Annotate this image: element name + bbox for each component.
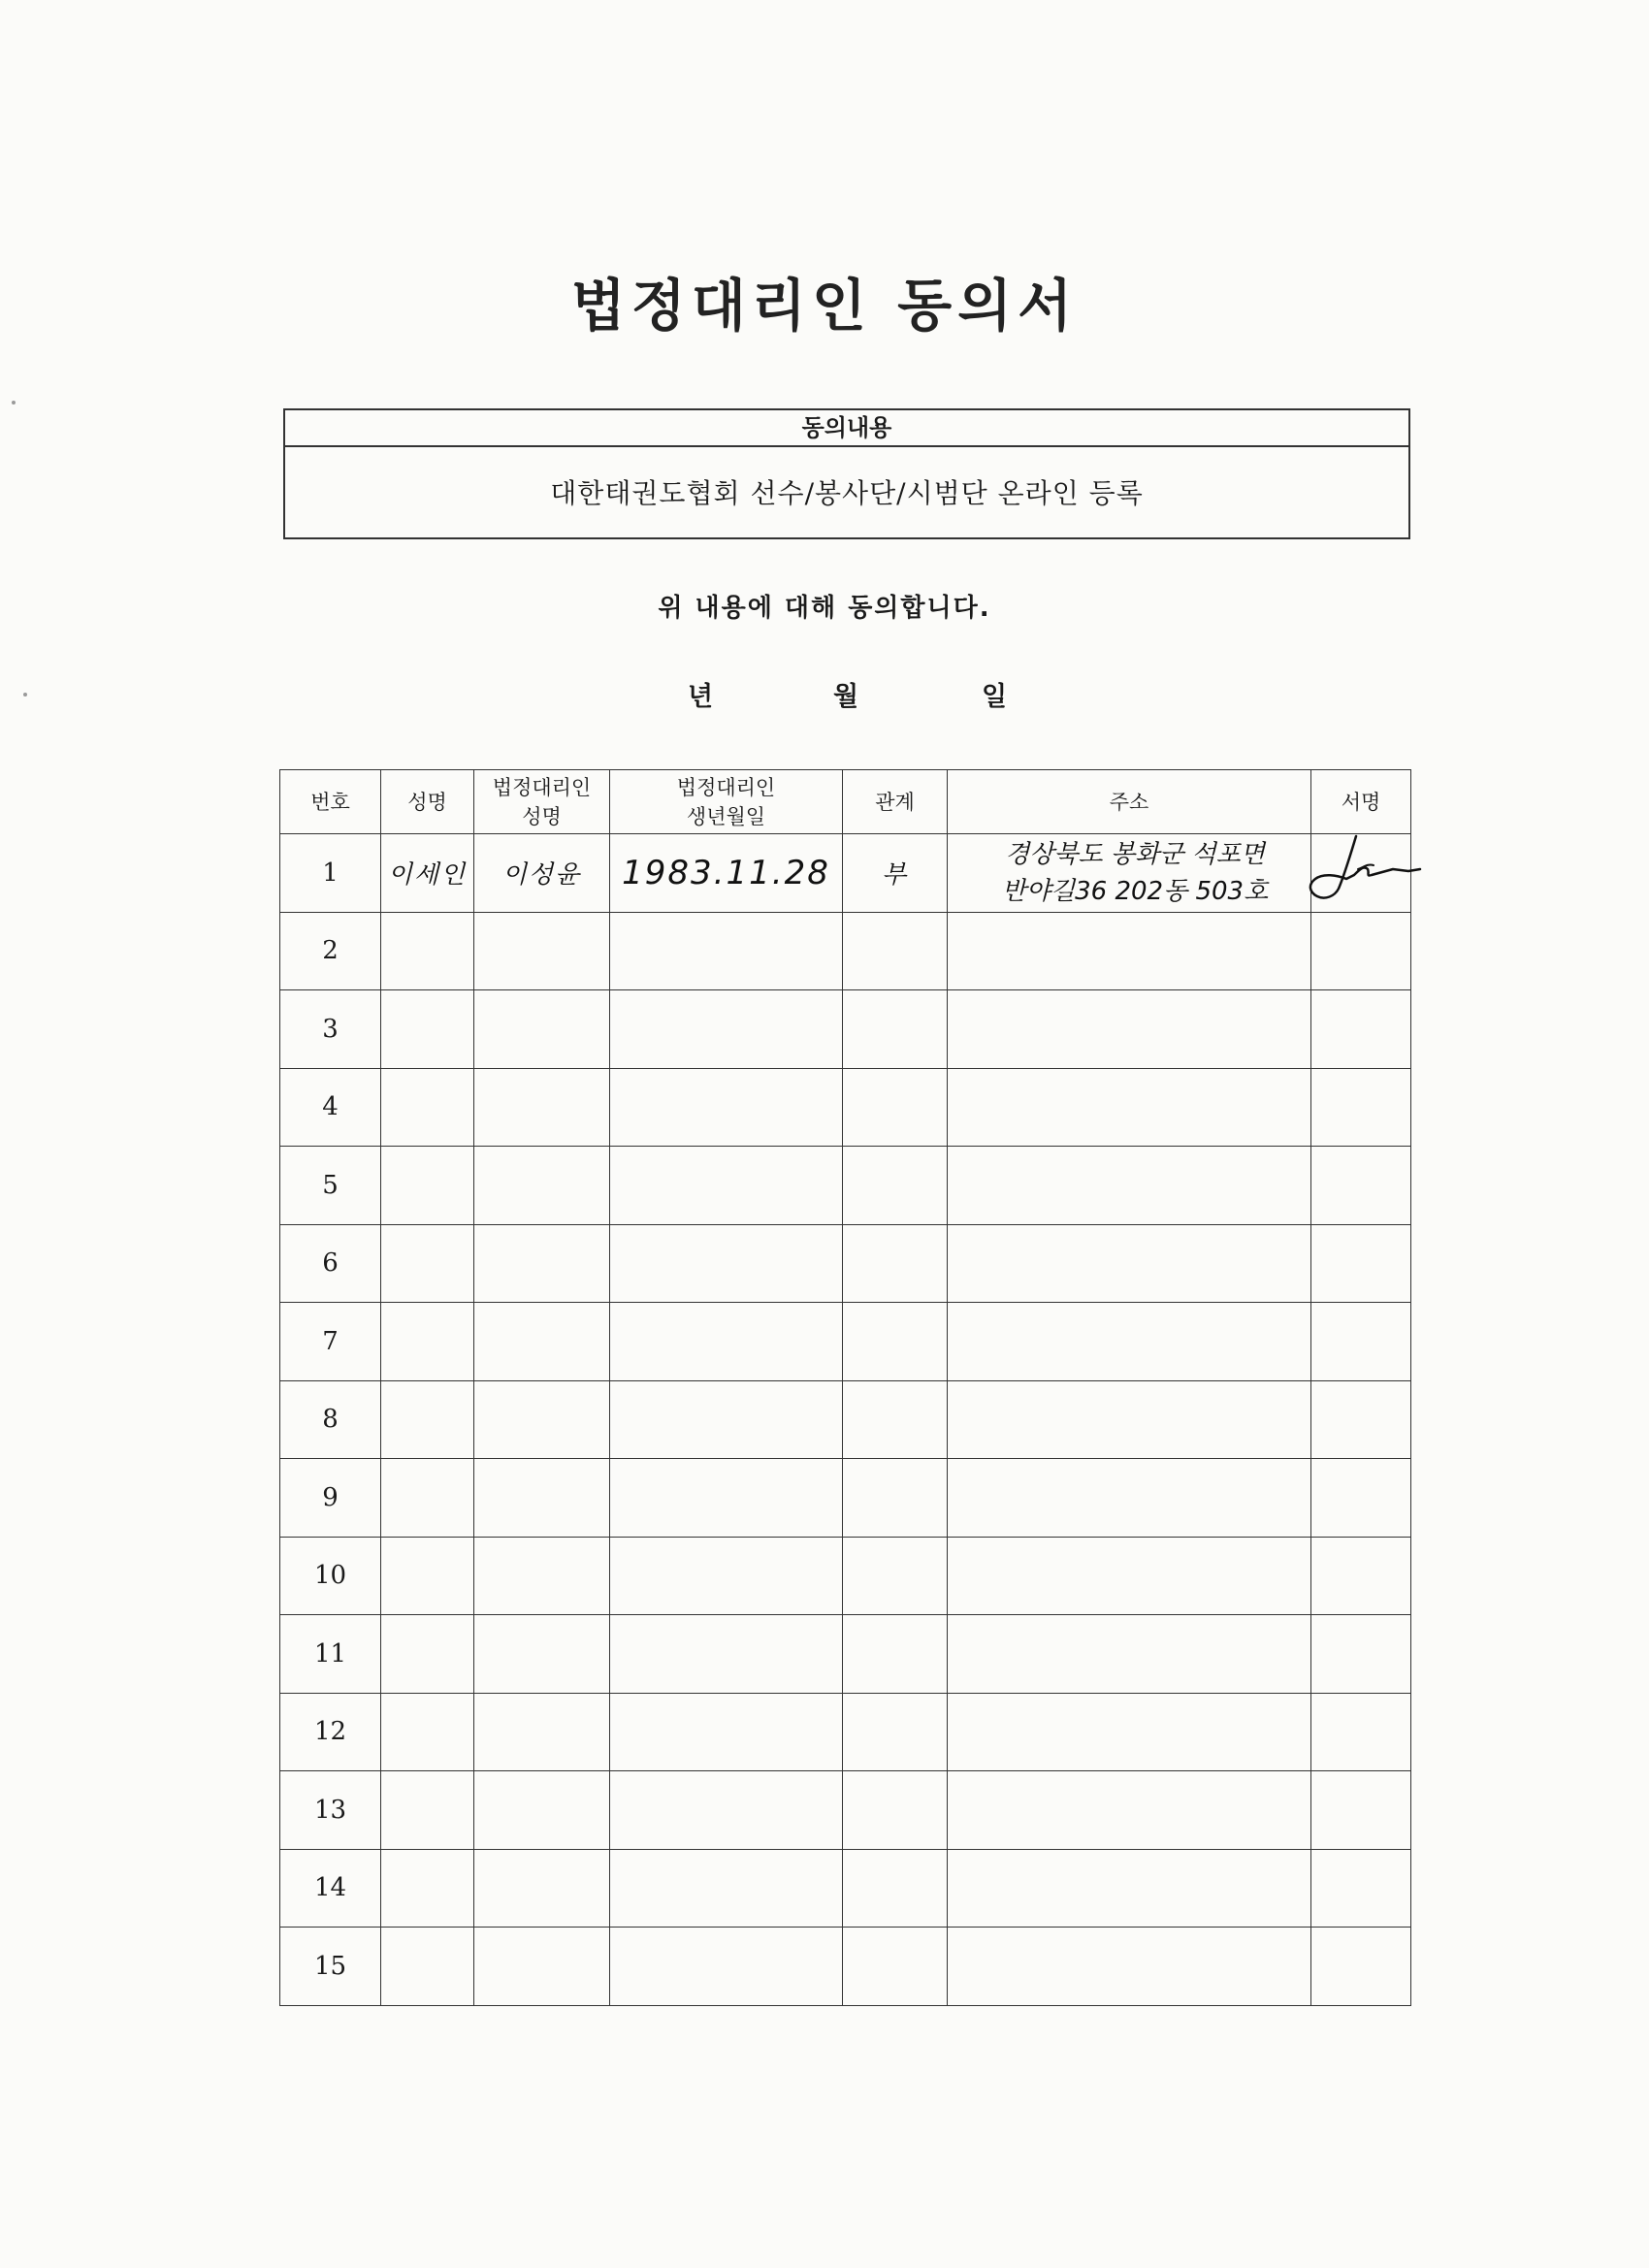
cell-name — [381, 1303, 474, 1381]
cell-signature — [1311, 912, 1411, 990]
cell-name — [381, 1459, 474, 1538]
cell-no: 4 — [280, 1068, 381, 1147]
handwritten-signature — [1300, 826, 1426, 914]
cell-no: 9 — [280, 1459, 381, 1538]
header-relation: 관계 — [843, 770, 948, 834]
cell-relation — [843, 1771, 948, 1850]
table-row — [280, 1615, 1411, 1694]
cell-guardian-name — [474, 990, 610, 1069]
cell-no: 6 — [280, 1224, 381, 1303]
cell-guardian-birth — [610, 912, 843, 990]
table-header-row — [280, 770, 1411, 834]
cell-name — [381, 1928, 474, 2006]
cell-name — [381, 1537, 474, 1615]
cell-guardian-name — [474, 1147, 610, 1225]
header-signature: 서명 — [1311, 770, 1411, 834]
cell-relation — [843, 1537, 948, 1615]
cell-address — [948, 1303, 1311, 1381]
cell-relation — [843, 912, 948, 990]
cell-guardian-name — [474, 1224, 610, 1303]
cell-guardian-birth — [610, 1693, 843, 1771]
header-name: 성명 — [381, 770, 474, 834]
table-row — [280, 1380, 1411, 1459]
cell-signature — [1311, 1380, 1411, 1459]
table-row — [280, 1224, 1411, 1303]
document-title: 법정대리인 동의서 — [570, 273, 1079, 339]
cell-guardian-birth — [610, 1380, 843, 1459]
table-row — [280, 1459, 1411, 1538]
cell-relation: 부 — [843, 834, 948, 913]
cell-guardian-birth — [610, 990, 843, 1069]
cell-signature — [1311, 1068, 1411, 1147]
header-guardian-name-line1: 법정대리인 — [492, 775, 592, 799]
cell-no: 2 — [280, 912, 381, 990]
cell-name — [381, 990, 474, 1069]
table-row — [280, 990, 1411, 1069]
cell-name — [381, 912, 474, 990]
header-guardian-birth — [610, 770, 843, 834]
cell-address — [948, 1147, 1311, 1225]
cell-relation — [843, 1303, 948, 1381]
cell-guardian-birth — [610, 1459, 843, 1538]
cell-address — [948, 834, 1311, 913]
cell-signature — [1311, 1224, 1411, 1303]
date-day-label: 일 — [982, 682, 1008, 712]
cell-signature — [1311, 1615, 1411, 1694]
date-year-label: 년 — [688, 682, 714, 712]
table-row — [280, 1849, 1411, 1928]
cell-address — [948, 1224, 1311, 1303]
cell-relation — [843, 1068, 948, 1147]
date-month-label: 월 — [833, 682, 859, 712]
cell-address — [948, 1771, 1311, 1850]
cell-name: 이세인 — [381, 834, 474, 913]
cell-relation — [843, 1380, 948, 1459]
cell-relation — [843, 1147, 948, 1225]
header-guardian-birth-line2: 생년월일 — [686, 804, 766, 828]
cell-name — [381, 1380, 474, 1459]
cell-address — [948, 1380, 1311, 1459]
cell-guardian-birth — [610, 1537, 843, 1615]
cell-relation — [843, 1224, 948, 1303]
cell-address — [948, 1068, 1311, 1147]
cell-no: 10 — [280, 1537, 381, 1615]
cell-signature — [1311, 1147, 1411, 1225]
cell-relation — [843, 990, 948, 1069]
cell-address — [948, 1928, 1311, 2006]
table-row — [280, 1693, 1411, 1771]
cell-name — [381, 1771, 474, 1850]
cell-guardian-name — [474, 1615, 610, 1694]
cell-relation — [843, 1615, 948, 1694]
cell-guardian-birth — [610, 1303, 843, 1381]
cell-no: 7 — [280, 1303, 381, 1381]
header-guardian-name — [474, 770, 610, 834]
cell-relation — [843, 1928, 948, 2006]
cell-name — [381, 1849, 474, 1928]
cell-no: 5 — [280, 1147, 381, 1225]
header-guardian-birth-line1: 법정대리인 — [676, 775, 776, 799]
cell-no: 15 — [280, 1928, 381, 2006]
table-row — [280, 834, 1411, 913]
cell-guardian-name — [474, 1693, 610, 1771]
cell-signature — [1311, 1849, 1411, 1928]
cell-guardian-name — [474, 1068, 610, 1147]
cell-no: 8 — [280, 1380, 381, 1459]
table-row — [280, 1068, 1411, 1147]
cell-name — [381, 1224, 474, 1303]
address-line2: 반야길36 202동 503호 — [1001, 876, 1269, 906]
cell-name — [381, 1693, 474, 1771]
table-row — [280, 1537, 1411, 1615]
guardian-table — [279, 769, 1411, 2006]
cell-name — [381, 1068, 474, 1147]
cell-relation — [843, 1693, 948, 1771]
table-row — [280, 1303, 1411, 1381]
cell-address — [948, 1537, 1311, 1615]
cell-address — [948, 990, 1311, 1069]
cell-name — [381, 1615, 474, 1694]
cell-guardian-birth — [610, 1849, 843, 1928]
cell-guardian-name — [474, 912, 610, 990]
consent-text: 대한태권도협회 선수/봉사단/시범단 온라인 등록 — [550, 477, 1144, 509]
cell-no: 1 — [280, 834, 381, 913]
cell-no: 14 — [280, 1849, 381, 1928]
cell-no: 3 — [280, 990, 381, 1069]
cell-guardian-name — [474, 1771, 610, 1850]
cell-no: 11 — [280, 1615, 381, 1694]
cell-signature — [1311, 834, 1411, 913]
address-line1: 경상북도 봉화군 석포면 — [1005, 839, 1265, 869]
table-row — [280, 912, 1411, 990]
cell-guardian-birth: 1983.11.28 — [610, 834, 843, 913]
table-row — [280, 1147, 1411, 1225]
agree-statement: 위 내용에 대해 동의합니다. — [658, 594, 991, 623]
cell-relation — [843, 1459, 948, 1538]
cell-address — [948, 1615, 1311, 1694]
cell-guardian-name — [474, 1380, 610, 1459]
consent-box — [283, 408, 1410, 539]
cell-guardian-birth — [610, 1771, 843, 1850]
table-row — [280, 1928, 1411, 2006]
cell-no: 13 — [280, 1771, 381, 1850]
cell-address — [948, 1693, 1311, 1771]
header-guardian-name-line2: 성명 — [522, 804, 562, 828]
cell-address — [948, 912, 1311, 990]
cell-signature — [1311, 1537, 1411, 1615]
cell-address — [948, 1849, 1311, 1928]
cell-guardian-name — [474, 1849, 610, 1928]
cell-signature — [1311, 1928, 1411, 2006]
cell-relation — [843, 1849, 948, 1928]
cell-guardian-name — [474, 1459, 610, 1538]
cell-signature — [1311, 1459, 1411, 1538]
header-address: 주소 — [948, 770, 1311, 834]
cell-guardian-birth — [610, 1615, 843, 1694]
cell-signature — [1311, 990, 1411, 1069]
cell-guardian-name — [474, 1537, 610, 1615]
cell-guardian-name: 이성윤 — [474, 834, 610, 913]
cell-guardian-birth — [610, 1224, 843, 1303]
cell-name — [381, 1147, 474, 1225]
cell-guardian-birth — [610, 1068, 843, 1147]
scan-speck — [12, 401, 16, 405]
cell-guardian-birth — [610, 1928, 843, 2006]
cell-signature — [1311, 1303, 1411, 1381]
consent-header: 동의내용 — [285, 410, 1408, 447]
cell-signature — [1311, 1771, 1411, 1850]
cell-guardian-name — [474, 1928, 610, 2006]
cell-guardian-birth — [610, 1147, 843, 1225]
table-row — [280, 1771, 1411, 1850]
cell-guardian-name — [474, 1303, 610, 1381]
cell-address — [948, 1459, 1311, 1538]
cell-signature — [1311, 1693, 1411, 1771]
header-no: 번호 — [280, 770, 381, 834]
cell-no: 12 — [280, 1693, 381, 1771]
scan-speck — [23, 693, 27, 697]
